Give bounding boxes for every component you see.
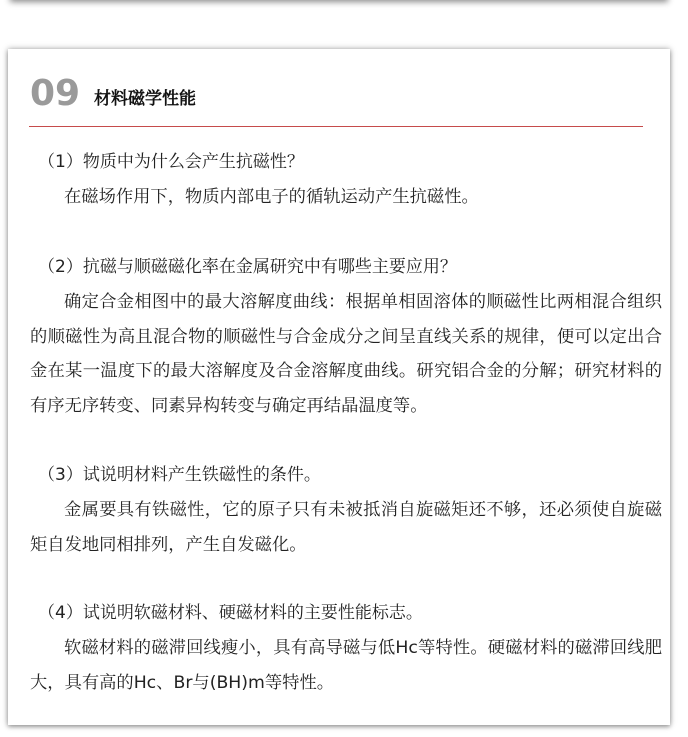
answer-4: 软磁材料的磁滞回线瘦小，具有高导磁与低Hc等特性。硬磁材料的磁滞回线肥大，具有高的Hc、Br与(BH)m等特性。 [30, 638, 662, 693]
qa-item-3 [30, 458, 662, 562]
qa-item-1 [30, 145, 662, 215]
question-1: （1）物质中为什么会产生抗磁性？ [38, 152, 304, 172]
qa-item-2 [30, 250, 662, 423]
question-2: （2）抗磁与顺磁磁化率在金属研究中有哪些主要应用？ [38, 257, 457, 277]
answer-1: 在磁场作用下，物质内部电子的循轨运动产生抗磁性。 [64, 187, 479, 207]
question-3: （3）试说明材料产生铁磁性的条件。 [38, 465, 321, 485]
question-4: （4）试说明软磁材料、硬磁材料的主要性能标志。 [38, 603, 423, 623]
qa-item-4 [30, 596, 662, 700]
answer-3: 金属要具有铁磁性，它的原子只有未被抵消自旋磁矩还不够，还必须使自旋磁矩自发地同相排列，产生自发磁化。 [30, 500, 662, 555]
section-divider [29, 126, 643, 127]
content-card [8, 49, 670, 725]
section-number: 09 [30, 73, 81, 114]
section-title: 材料磁学性能 [94, 89, 196, 109]
answer-2: 确定合金相图中的最大溶解度曲线：根据单相固溶体的顺磁性比两相混合组织的顺磁性为高且混合物的顺磁性与合金成分之间呈直线关系的规律，便可以定出合金在某一温度下的最大溶解度及合金溶解度曲线。研究铝合金的分解；研究材料的有序无序转变、同素异构转变与确定再结晶温度等。 [30, 292, 662, 416]
